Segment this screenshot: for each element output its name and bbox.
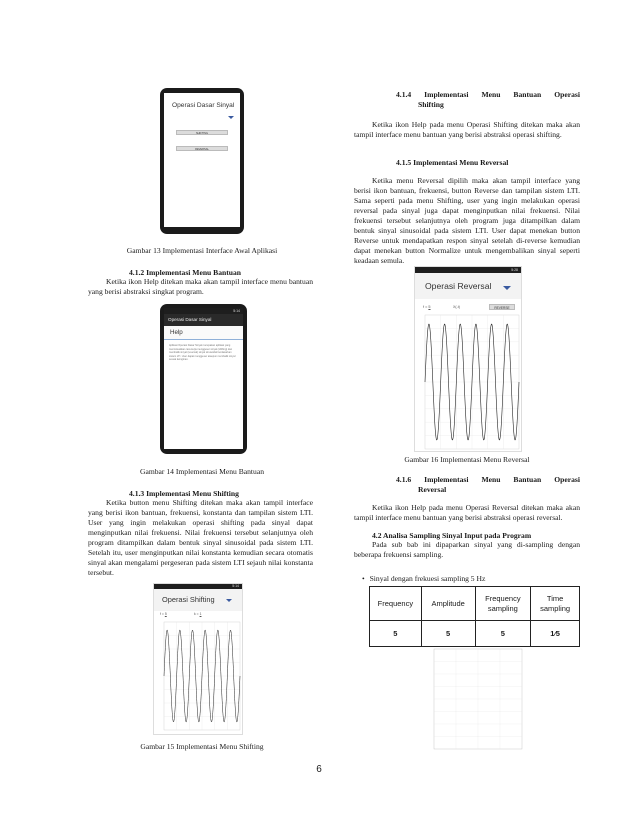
section-4-2-body: Pada sub bab ini dipaparkan sinyal yang di-sampling dengan beberapa frekuensi sampling. <box>354 540 580 560</box>
table-header-row <box>370 587 580 621</box>
figure-15-app-title: Operasi Shifting <box>162 595 215 604</box>
status-bar: 5:14 <box>164 308 243 314</box>
reverse-signal-label: X(-t) <box>453 305 460 309</box>
section-4-1-2-heading: 4.1.2 Implementasi Menu Bantuan <box>129 268 242 277</box>
section-4-1-4-body: Ketika ikon Help pada menu Operasi Shifting ditekan maka akan tampil interface menu bantuan yang berisi abstraksi operasi shifting. <box>354 120 580 140</box>
table-row <box>370 621 580 647</box>
table-cell: 5 <box>370 621 422 647</box>
help-title: Help <box>170 329 183 336</box>
section-4-1-4-heading: 4.1.4 Implementasi Menu Bantuan Operasi Shifting <box>396 90 580 110</box>
figure-14-app-title: Operasi Dasar Sinyal <box>168 317 212 322</box>
frequency-label: f = <box>423 305 428 309</box>
section-4-1-3-heading: 4.1.3 Implementasi Menu Shifting <box>129 489 239 498</box>
status-bar: 5:14 <box>154 584 242 589</box>
reversal-button[interactable]: REVERSAL <box>176 146 228 151</box>
section-4-1-6-body: Ketika ikon Help pada menu Operasi Reversal ditekan maka akan tampil interface menu bantuan yang berisi abstraksi operasi reversal. <box>354 503 580 523</box>
shifting-signal-plot <box>156 620 242 734</box>
help-text: Aplikasi Operasi Dasar Sinyal merupakan aplikasi yang memvisualkan cara kerja menggeser sinyal (shifting) dan membalik sinyal (reversal) sinyal sinusoidal berdasarkan sistem LTI. User dapat menggeser ataupun membalik sinyal sesuai keinginan. <box>169 344 236 361</box>
figure-16-app-title: Operasi Reversal <box>425 281 492 291</box>
figure-13-caption: Gambar 13 Implementasi Interface Awal Aplikasi <box>126 246 278 255</box>
bullet-icon: • <box>362 574 365 583</box>
constant-label: k = <box>194 612 199 616</box>
chevron-down-icon <box>226 599 232 602</box>
reversal-signal-plot <box>417 313 521 451</box>
sampling-plot <box>420 645 524 751</box>
page-number: 6 <box>316 764 322 775</box>
table-header-cell: Time sampling <box>531 587 580 621</box>
table-cell: 5 <box>475 621 531 647</box>
section-4-1-5-body: Ketika menu Reversal dipilih maka akan tampil interface yang berisi ikon bantuan, frekuensi, button Reverse dan tampilan sistem LTI. Sama seperti pada menu Shifting, user yang ingin melakukan operasi reversal pada sinyal juga dapat menginputkan nilai frekuensi. Nilai frekuensi tersebut selanjutnya oleh program juga ditampilkan dalam bentuk sinyal sinusoidal pada sistem LTI. User dapat menekan button Reverse untuk mendapatkan respon sinyal setelah di-reverse kemudian dapat menekan button Normalize untuk mengembalikan sinyal seperti keadaan semula. <box>354 176 580 266</box>
figure-14-screen <box>164 308 243 449</box>
reverse-button[interactable]: REVERSE <box>489 304 515 310</box>
table-header-cell: Frequency <box>370 587 422 621</box>
frequency-label: f = <box>160 612 164 616</box>
table-header-cell: Frequency sampling <box>475 587 531 621</box>
table-cell: 1⁄5 <box>531 621 580 647</box>
figure-14-phone <box>160 304 247 454</box>
status-bar: 5:28 <box>415 267 521 273</box>
sampling-bullet: • Sinyal dengan frekuesi sampling 5 Hz <box>362 574 486 583</box>
sampling-table <box>369 586 580 647</box>
chevron-down-icon <box>503 286 511 290</box>
table-cell: 5 <box>421 621 475 647</box>
figure-15-caption: Gambar 15 Implementasi Menu Shifting <box>140 742 264 751</box>
table-header-cell: Amplitude <box>421 587 475 621</box>
frequency-input[interactable]: 5 <box>164 612 167 616</box>
figure-14-caption: Gambar 14 Implementasi Menu Bantuan <box>140 467 264 476</box>
figure-15-screen <box>153 583 243 735</box>
chevron-down-icon <box>228 116 234 119</box>
shifting-button[interactable]: SHIFTING <box>176 130 228 135</box>
figure-16-caption: Gambar 16 Implementasi Menu Reversal <box>404 455 530 464</box>
constant-input[interactable]: 1 <box>199 612 202 616</box>
figure-16-screen <box>414 266 522 452</box>
section-4-1-5-heading: 4.1.5 Implementasi Menu Reversal <box>396 158 509 167</box>
figure-13-phone <box>160 88 244 234</box>
figure-13-app-title: Operasi Dasar Sinyal <box>172 102 235 109</box>
section-4-2-heading: 4.2 Analisa Sampling Sinyal Input pada Program <box>372 531 532 540</box>
section-4-1-2-body: Ketika ikon Help ditekan maka akan tampil interface menu bantuan yang berisi abstraksi singkat program. <box>88 277 313 297</box>
frequency-input[interactable]: 5 <box>428 305 431 309</box>
section-4-1-6-heading: 4.1.6 Implementasi Menu Bantuan Operasi Reversal <box>396 475 580 495</box>
figure-13-screen <box>164 93 240 227</box>
section-4-1-3-body: Ketika button menu Shifting ditekan maka akan tampil interface yang berisi ikon bantuan, frekuensi, konstanta dan tampilan sistem LTI. User yang ingin melakukan operasi shifting pada sinyal dapat menginputkan nilai frekuensi. Nilai frekuensi tersebut selanjutnya oleh program ditampilkan dalam bentuk sinyal sinusoidal pada sistem LTI. Setelah itu, user menginputkan nilai konstanta kemudian secara otomatis sinyal akan mengalami pergeseran pada sistem LTI sejauh nilai konstanta tersebut. <box>88 498 313 578</box>
